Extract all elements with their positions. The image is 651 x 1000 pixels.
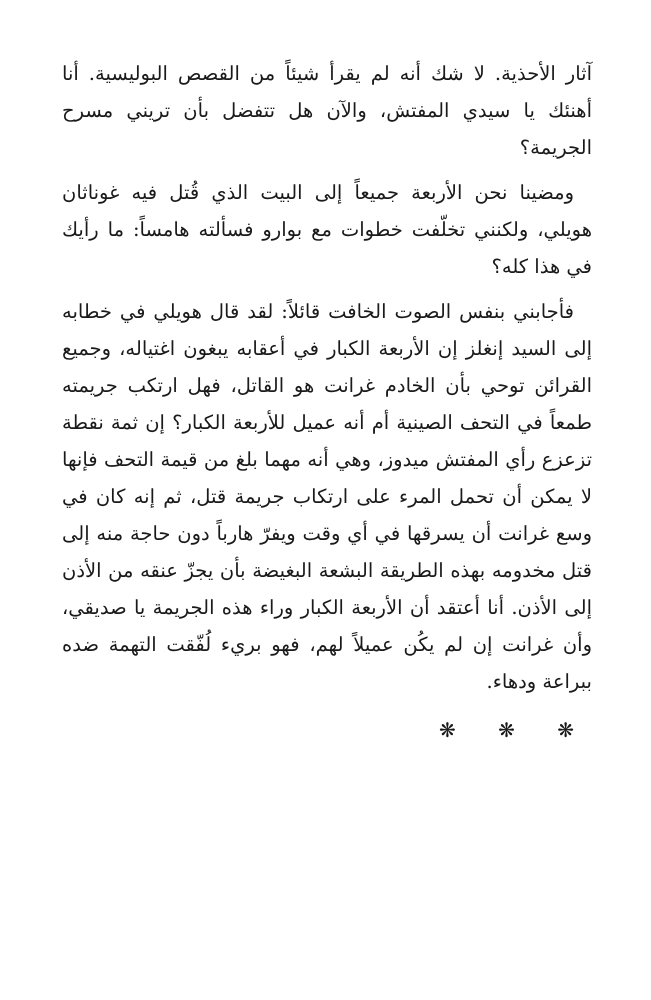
paragraph-1: آثار الأحذية. لا شك أنه لم يقرأ شيئاً من القصص البوليسية. أنا أهنئك يا سيدي المفتش، والآن هل تتفضل بأن تريني مسرح الجريمة؟ [62,62,592,159]
paragraph-3: فأجابني بنفس الصوت الخافت قائلاً: لقد قال هويلي في خطابه إلى السيد إنغلز إن الأربعة الكبار في أعقابه يبغون اغتياله، وجميع القرائن توحي بأن الخادم غرانت هو القاتل، فهل ارتكب جريمته طمعاً في التحف الصينية أم أنه عميل للأربعة الكبار؟ إن ثمة نقطة تزعزع رأي المفتش ميدوز، وهي أنه مهما بلغ من قيمة التحف فإنها لا يمكن أن تحمل المرء على ارتكاب جريمة قتل، ثم إنه كان في وسع غرانت أن يسرقها في أي وقت ويفرّ هارباً دون حاجة منه إلى قتل مخدومه بهذه الطريقة البشعة البغيضة بأن يجزّ عنقه من الأذن إلى الأذن. أنا أعتقد أن الأربعة الكبار وراء هذه الجريمة يا صديقي، وأن غرانت إن لم يكُن عميلاً لهم، فهو بريء لُفّقت التهمة ضده ببراعة ودهاء. [62,300,592,693]
paragraph-2: ومضينا نحن الأربعة جميعاً إلى البيت الذي قُتل فيه غوناثان هويلي، ولكنني تخلّفت خطوات مع بوارو فسألته هامساً: ما رأيك في هذا كله؟ [62,181,592,278]
book-page [62,55,592,749]
section-separator: ❋ ❋ ❋ [439,718,592,742]
